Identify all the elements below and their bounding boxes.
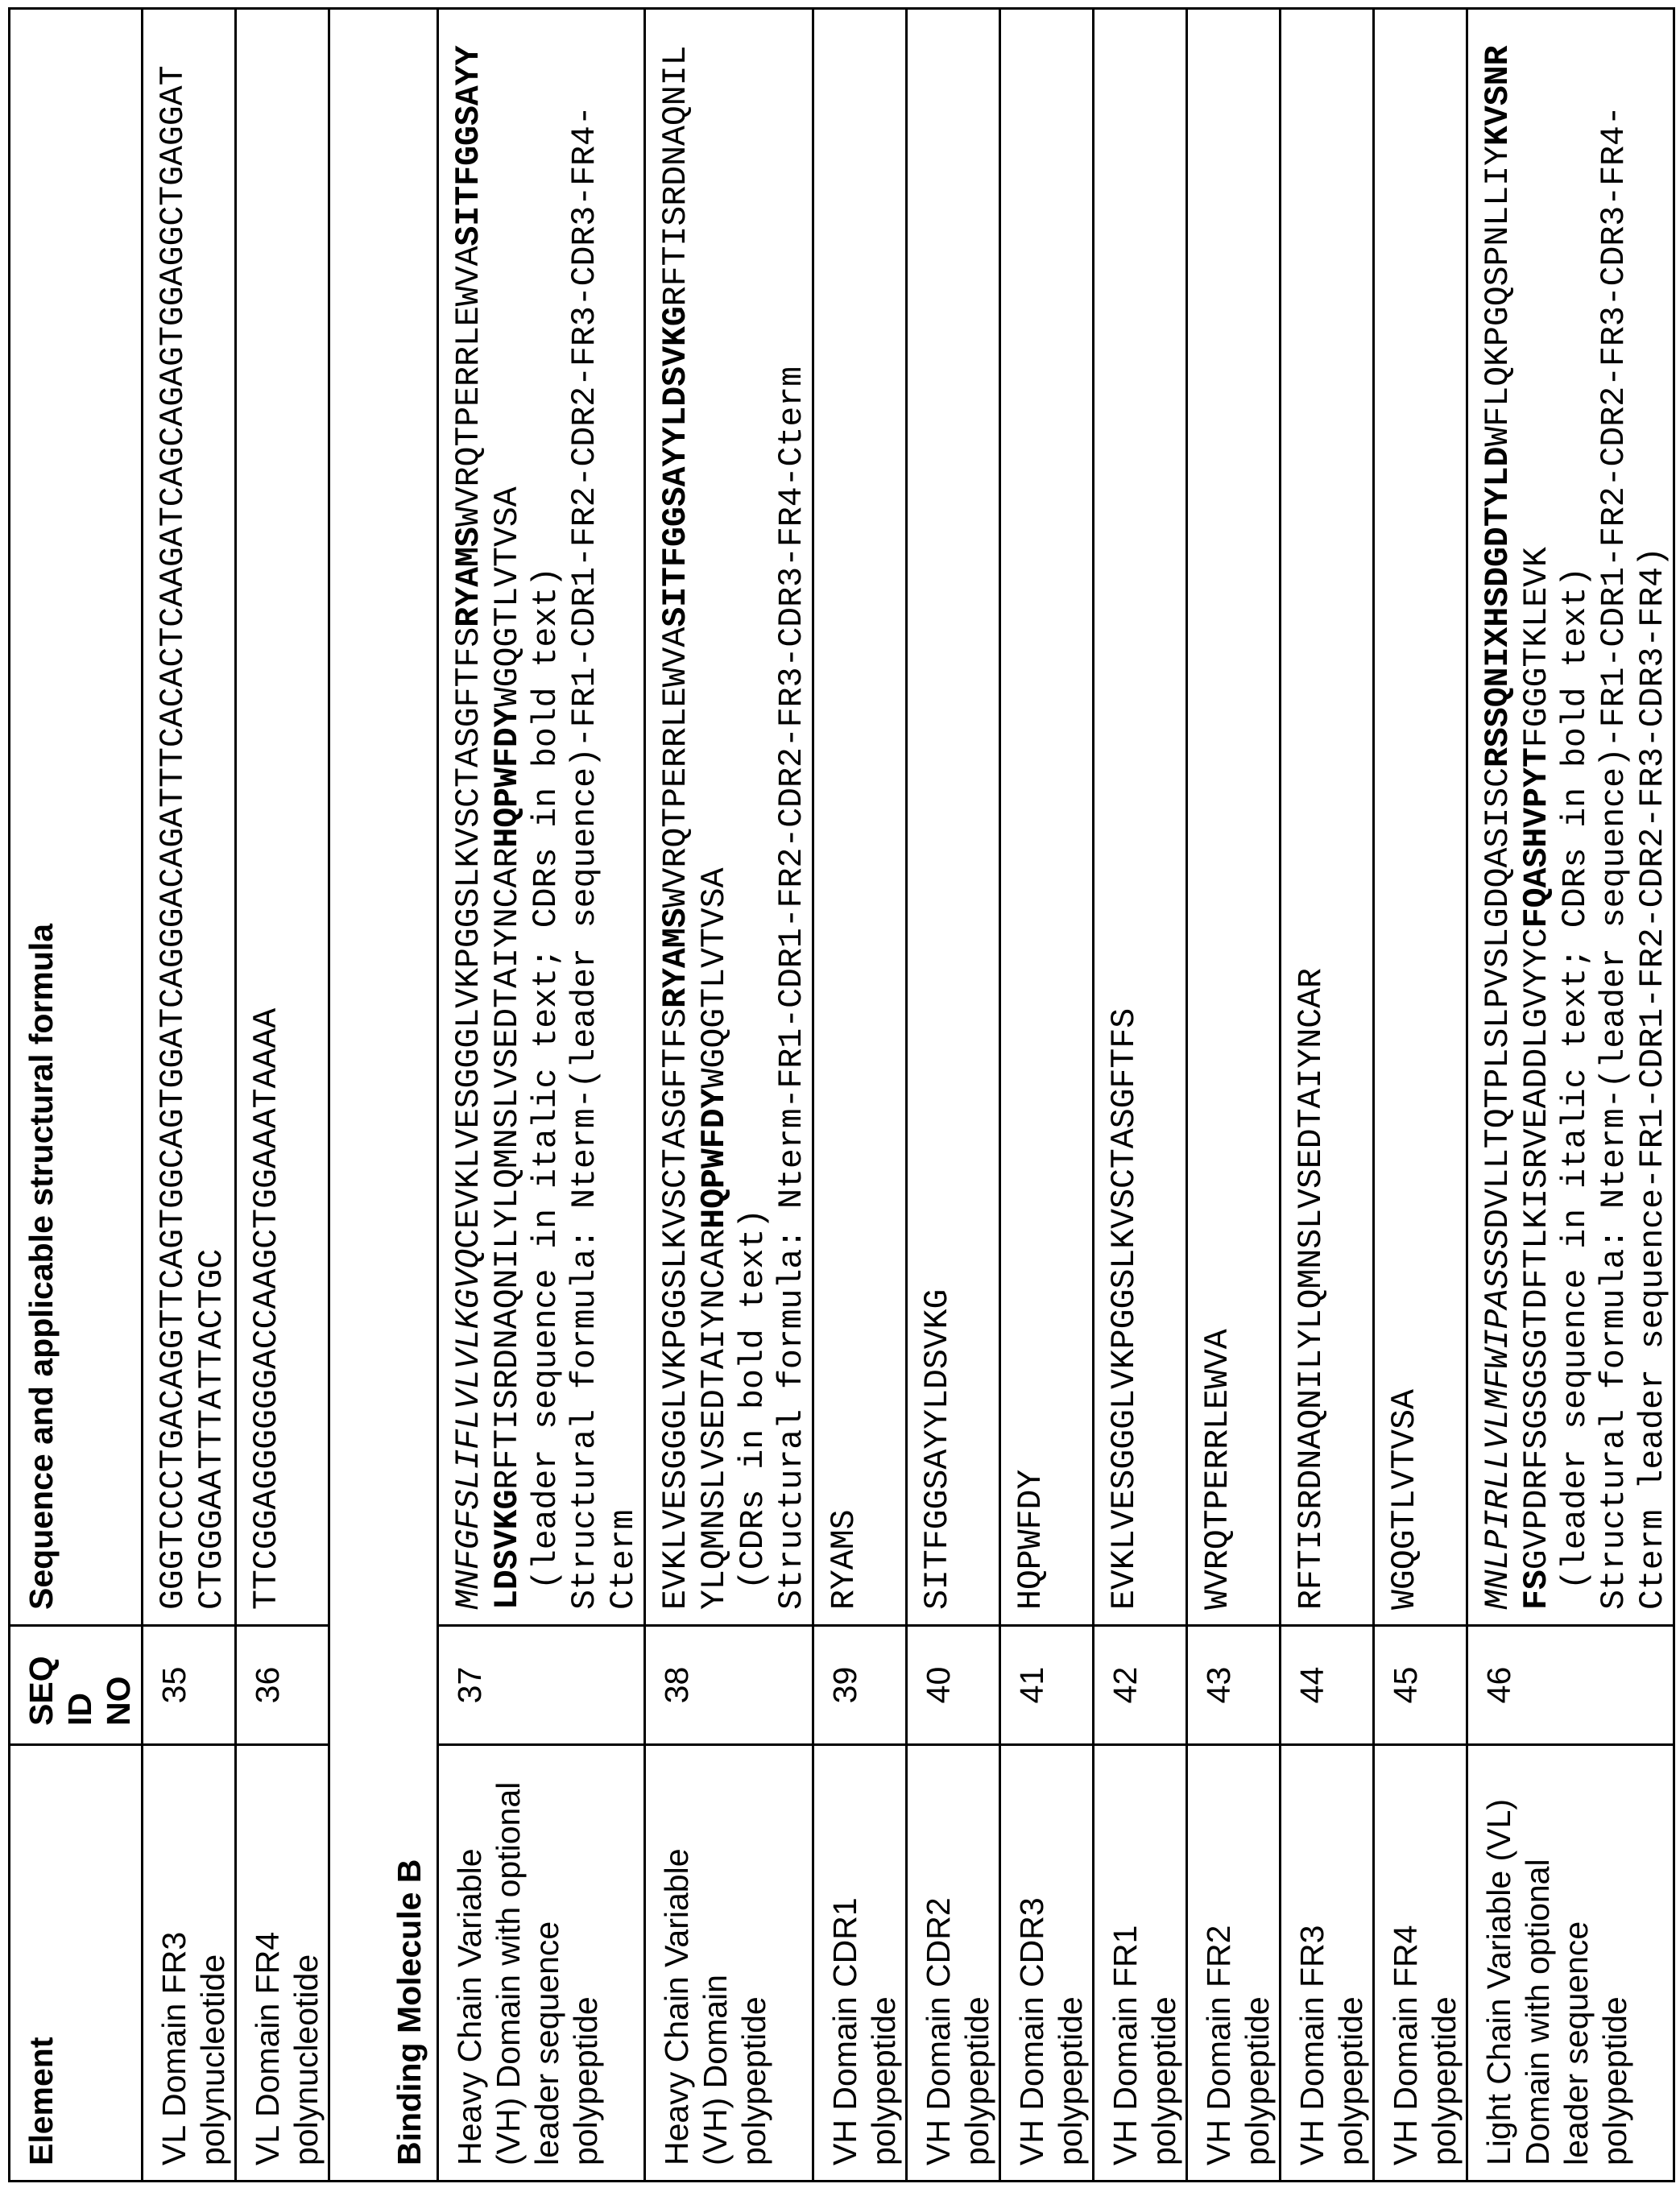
- element-line: polypeptide: [864, 1754, 903, 2165]
- sequence-segment: WFLQKPGQSPNLLIY: [1479, 146, 1517, 447]
- table-row: [1467, 9, 1674, 2182]
- sequence-segment: WVRQTPERRLEWVA: [1199, 1329, 1237, 1610]
- leader-segment: MNFGFSLIFLVLVLKGVQ: [450, 1249, 488, 1610]
- element-cell: [813, 1745, 907, 2182]
- seq-id-cell: 41: [1000, 1626, 1094, 1745]
- sequence-segment: WVRQTPERRLEWVA: [657, 627, 695, 908]
- section-title: Binding Molecule B: [391, 1859, 428, 2165]
- seq-id-cell: 40: [907, 1626, 1000, 1745]
- seq-id-cell: 42: [1094, 1626, 1187, 1745]
- sequence-line: [1012, 10, 1051, 1610]
- element-cell: [236, 1745, 329, 2182]
- cdr-segment: KVSNR: [1479, 45, 1517, 146]
- sequence-line: [155, 10, 193, 1610]
- section-row: [329, 9, 438, 2182]
- cdr-segment: SITFGGSAYYLDSVKG: [657, 306, 695, 627]
- header-row: [10, 9, 143, 2182]
- cdr-segment: RSSQNIXHSDGDTYLD: [1479, 447, 1517, 767]
- element-line: (VH) Domain: [696, 1754, 734, 2165]
- cdr-segment: SITFGGSAYY: [450, 45, 488, 246]
- element-line: VH Domain FR2: [1199, 1754, 1238, 2165]
- element-line: polypeptide: [1595, 1754, 1634, 2165]
- element-line: polypeptide: [1238, 1754, 1277, 2165]
- sequence-line: [1386, 10, 1425, 1610]
- seq-id-cell: 39: [813, 1626, 907, 1745]
- sequence-cell: [813, 9, 907, 1626]
- sequence-cell: [1467, 9, 1674, 1626]
- sequence-segment: YLQMNSLVSEDTAIYNCAR: [696, 1229, 734, 1610]
- header-seq-id: [10, 1626, 143, 1745]
- sequence-segment: CEVKLVESGGGLVKPGGSLKVSCTASGFTFS: [450, 627, 488, 1249]
- sequence-segment: Structural formula: Nterm-(leader sequence)-FR1-CDR1-FR2-CDR2-FR3-CDR3-FR4-: [1595, 105, 1633, 1610]
- element-line: VL Domain FR3: [155, 1754, 193, 2165]
- sequence-line: [489, 10, 528, 1610]
- sequence-line: [1634, 10, 1673, 1610]
- sequence-segment: (leader sequence in italic text; CDRs in bold text): [528, 567, 565, 1610]
- element-line: Heavy Chain Variable: [450, 1754, 489, 2165]
- element-cell: [1000, 1745, 1094, 2182]
- sequence-segment: TTCGGAGGGGGGACCAAGCTGGAAATAAAA: [248, 1008, 286, 1610]
- sequence-segment: RFTISRDNAQNILYLQMNSLVSEDTAIYNCAR: [489, 848, 527, 1490]
- sequence-segment: Cterm: [605, 1509, 643, 1610]
- element-line: polypeptide: [1051, 1754, 1090, 2165]
- cdr-segment: LDSVKG: [489, 1490, 527, 1610]
- header-seq-id-line: SEQ: [22, 1627, 60, 1726]
- section-heading: [329, 9, 438, 2182]
- cdr-segment: HQPWFDY: [489, 707, 527, 847]
- element-line: leader sequence: [528, 1754, 566, 2165]
- sequence-line: [566, 10, 605, 1610]
- sequence-segment: RFTISRDNAQNIL: [657, 45, 695, 306]
- sequence-cell: [1281, 9, 1374, 1626]
- sequence-line: [1199, 10, 1238, 1610]
- seq-id-cell: 37: [438, 1626, 645, 1745]
- sequence-cell: [1187, 9, 1281, 1626]
- sequence-cell: [907, 9, 1000, 1626]
- element-cell: [438, 1745, 645, 2182]
- sequence-line: [773, 10, 812, 1610]
- sequence-line: [919, 10, 958, 1610]
- cdr-segment: FQASHVPYT: [1518, 747, 1556, 928]
- element-line: Domain with optional: [1518, 1754, 1557, 2165]
- element-cell: [1281, 1745, 1374, 2182]
- seq-id-cell: 43: [1187, 1626, 1281, 1745]
- table-row: [1374, 9, 1467, 2182]
- header-sequence: Sequence and applicable structural formula: [10, 9, 143, 1626]
- sequence-line: [696, 10, 734, 1610]
- sequence-table: [8, 7, 1675, 2182]
- cdr-segment: RYAMS: [657, 908, 695, 1008]
- sequence-segment: DVLLTQTPLSLPVSLGDQASISC: [1479, 767, 1517, 1229]
- element-line: polynucleotide: [193, 1754, 232, 2165]
- sequence-segment: Structural formula: Nterm-(leader sequence)-FR1-CDR1-FR2-CDR2-FR3-CDR3-FR4-: [566, 105, 604, 1610]
- element-cell: [143, 1745, 236, 2182]
- sequence-segment: Structural formula: Nterm-FR1-CDR1-FR2-CDR2-FR3-CDR3-FR4-Cterm: [773, 366, 811, 1610]
- element-cell: [1374, 1745, 1467, 2182]
- cdr-segment: FS: [1518, 1570, 1556, 1610]
- element-line: leader sequence: [1557, 1754, 1595, 2165]
- table-row: [907, 9, 1000, 2182]
- sequence-segment: EVKLVESGGGLVKPGGSLKVSCTASGFTFS: [1106, 1008, 1144, 1610]
- sequence-cell: [1000, 9, 1094, 1626]
- sequence-segment: RFTISRDNAQNILYLQMNSLVSEDTAIYNCAR: [1293, 968, 1330, 1610]
- sequence-cell: [438, 9, 645, 1626]
- sequence-cell: [645, 9, 813, 1626]
- seq-id-cell: 46: [1467, 1626, 1674, 1745]
- sequence-segment: (CDRs in bold text): [734, 1209, 772, 1610]
- element-line: polypeptide: [1144, 1754, 1183, 2165]
- element-line: polypeptide: [1425, 1754, 1463, 2165]
- element-line: VH Domain FR1: [1106, 1754, 1144, 2165]
- sequence-cell: [1374, 9, 1467, 1626]
- sequence-segment: (leader sequence in italic text; CDRs in bold text): [1557, 567, 1595, 1610]
- sequence-line: [193, 10, 232, 1610]
- element-line: polypeptide: [1331, 1754, 1370, 2165]
- header-seq-id-line: ID: [60, 1627, 99, 1726]
- table-row: [1281, 9, 1374, 2182]
- sequence-segment: SITFGGSAYYLDSVKG: [919, 1289, 957, 1610]
- sequence-segment: FGGGTKLEVK: [1518, 547, 1556, 747]
- element-line: polypeptide: [734, 1754, 773, 2165]
- sequence-segment: RYAMS: [826, 1509, 863, 1610]
- element-cell: [907, 1745, 1000, 2182]
- table-row: [645, 9, 813, 2182]
- table-row: [813, 9, 907, 2182]
- element-cell: [1094, 1745, 1187, 2182]
- sequence-segment: WGQGTLVTVSA: [489, 486, 527, 707]
- cdr-segment: HQPWFDY: [696, 1088, 734, 1228]
- sequence-segment: HQPWFDY: [1012, 1470, 1050, 1610]
- cdr-segment: RYAMS: [450, 527, 488, 627]
- rotated-page: [8, 10, 1670, 2182]
- element-line: (VH) Domain with optional: [489, 1754, 528, 2165]
- element-line: VH Domain CDR3: [1012, 1754, 1051, 2165]
- element-line: polynucleotide: [287, 1754, 325, 2165]
- element-line: polypeptide: [566, 1754, 605, 2165]
- element-line: VH Domain CDR2: [919, 1754, 958, 2165]
- element-cell: [645, 1745, 813, 2182]
- seq-id-cell: 35: [143, 1626, 236, 1745]
- table-row: [1187, 9, 1281, 2182]
- table-row: [1000, 9, 1094, 2182]
- sequence-line: [657, 10, 696, 1610]
- sequence-segment: EVKLVESGGGLVKPGGSLKVSCTASGFTFS: [657, 1008, 695, 1610]
- sequence-line: [826, 10, 864, 1610]
- element-cell: [1187, 1745, 1281, 2182]
- sequence-segment: WGQGTLVTVSA: [696, 868, 734, 1089]
- seq-id-cell: 36: [236, 1626, 329, 1745]
- sequence-line: [605, 10, 643, 1610]
- sequence-cell: [236, 9, 329, 1626]
- sequence-line: [1557, 10, 1595, 1610]
- sequence-line: [734, 10, 773, 1610]
- leader-segment: MNLPIRLLVLMFWIPASSS: [1479, 1229, 1517, 1610]
- element-line: VH Domain FR3: [1293, 1754, 1331, 2165]
- sequence-line: [450, 10, 489, 1610]
- sequence-segment: WGQGTLVTVSA: [1386, 1389, 1424, 1610]
- header-seq-id-line: NO: [99, 1627, 138, 1726]
- header-element: Element: [10, 1745, 143, 2182]
- sequence-line: [528, 10, 566, 1610]
- sequence-line: [248, 10, 287, 1610]
- element-line: VH Domain FR4: [1386, 1754, 1425, 2165]
- sequence-line: [1595, 10, 1634, 1610]
- element-cell: [1467, 1745, 1674, 2182]
- sequence-line: [1293, 10, 1331, 1610]
- sequence-cell: [1094, 9, 1187, 1626]
- table-row: [143, 9, 236, 2182]
- sequence-line: [1518, 10, 1557, 1610]
- element-line: polypeptide: [958, 1754, 996, 2165]
- element-line: Light Chain Variable (VL): [1479, 1754, 1518, 2165]
- sequence-segment: GVPDRFSGSGSGTDFTLKISRVEADDLGVYYC: [1518, 928, 1556, 1570]
- table-row: [236, 9, 329, 2182]
- sequence-cell: [143, 9, 236, 1626]
- sequence-segment: Cterm leader sequence-FR1-CDR1-FR2-CDR2-FR3-CDR3-FR4): [1634, 547, 1672, 1610]
- table-row: [438, 9, 645, 2182]
- sequence-segment: WVRQTPERRLEWVA: [450, 246, 488, 527]
- sequence-segment: GGGTCCCTGACAGGTTCAGTGGCAGTGGATCAGGGACAGATTTCACACTCAAGATCAGCAGAGTGGAGGCTGAGGAT: [155, 65, 192, 1610]
- element-line: Heavy Chain Variable: [657, 1754, 696, 2165]
- seq-id-cell: 45: [1374, 1626, 1467, 1745]
- element-line: VH Domain CDR1: [826, 1754, 864, 2165]
- sequence-line: [1479, 10, 1518, 1610]
- sequence-segment: CTGGGAATTTATTACTGC: [193, 1249, 231, 1610]
- seq-id-cell: 38: [645, 1626, 813, 1745]
- seq-id-cell: 44: [1281, 1626, 1374, 1745]
- table-row: [1094, 9, 1187, 2182]
- element-line: VL Domain FR4: [248, 1754, 287, 2165]
- sequence-line: [1106, 10, 1144, 1610]
